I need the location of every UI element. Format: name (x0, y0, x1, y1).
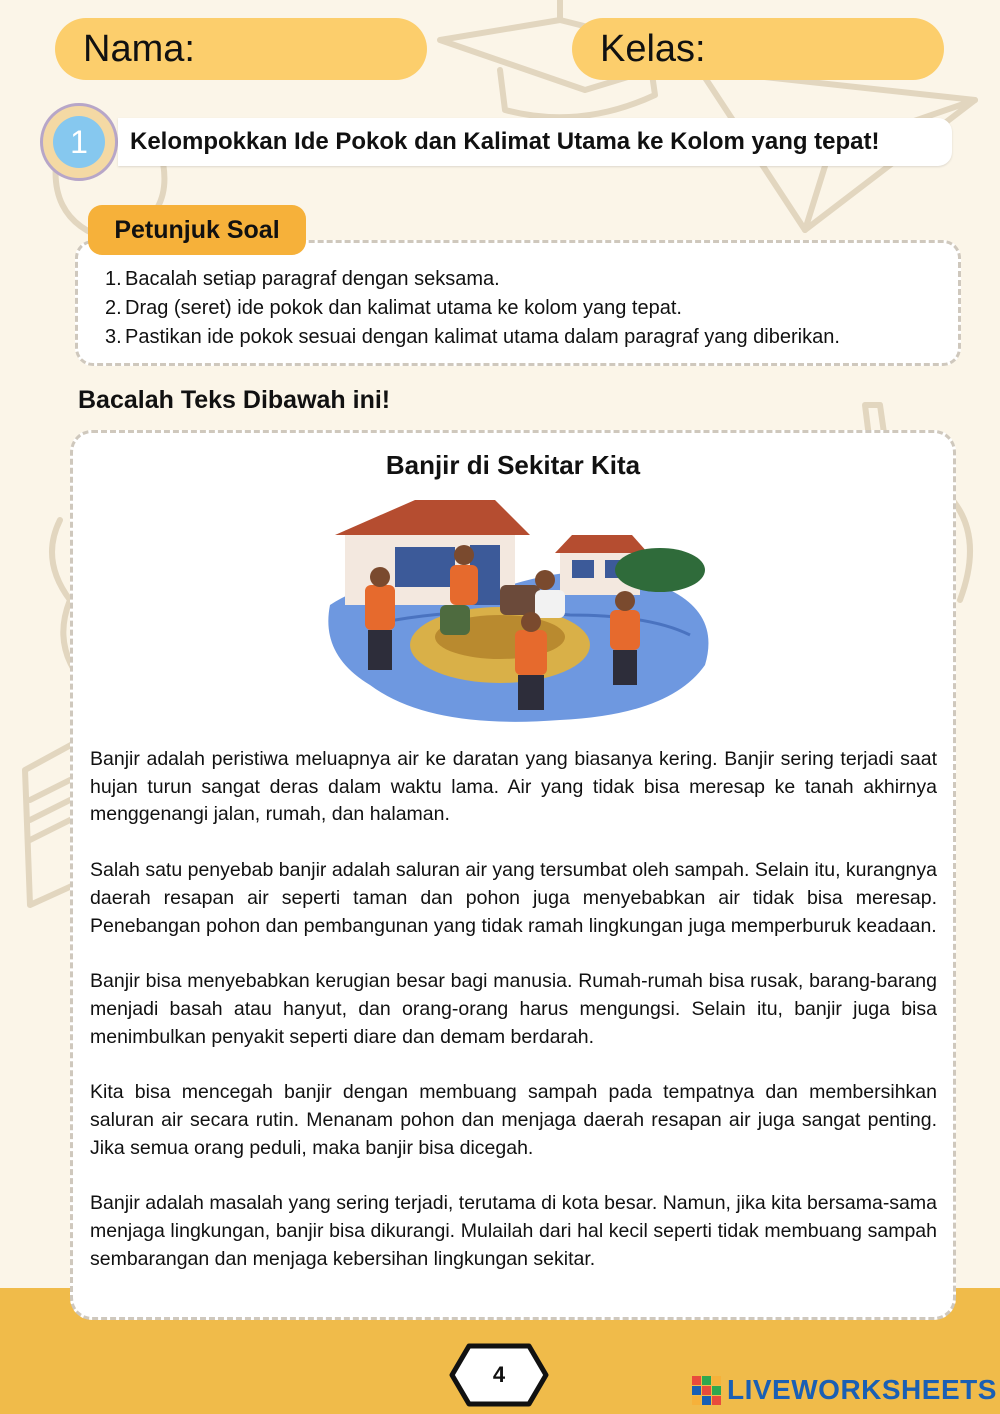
hint-item: 1. Bacalah setiap paragraf dengan seksama. (105, 268, 500, 290)
question-number: 1 (53, 116, 105, 168)
article-paragraphs (90, 746, 937, 1302)
hint-list (105, 265, 840, 352)
question-instruction: Kelompokkan Ide Pokok dan Kalimat Utama ke Kolom yang tepat! (118, 118, 952, 166)
paragraph: Banjir adalah peristiwa meluapnya air ke daratan yang biasanya kering. Banjir sering terjadi saat hujan turun sangat deras dalam waktu lama. Air yang tidak bisa meresap ke tanah akhirnya menggenangi jalan, rumah, dan halaman. (90, 748, 937, 826)
paragraph: Salah satu penyebab banjir adalah saluran air yang tersumbat oleh sampah. Selain itu, kurangnya daerah resapan air seperti taman dan pohon juga menyebabkan air tidak bisa meresap. Penebangan pohon dan pembangunan yang tidak ramah lingkungan juga memperburuk keadaan. (90, 859, 937, 937)
paragraph: Banjir adalah masalah yang sering terjadi, terutama di kota besar. Namun, jika kita bersama-sama menjaga lingkungan, banjir bisa dikurangi. Mulailah dari hal kecil seperti tidak membuang sampah sembarangan dan menjaga kebersihan lingkungan sekitar. (90, 1192, 937, 1270)
page-number-badge (449, 1343, 549, 1407)
class-field-label: Kelas: (572, 18, 944, 80)
hint-item: 2. Drag (seret) ide pokok dan kalimat utama ke kolom yang tepat. (105, 297, 682, 319)
hint-title: Petunjuk Soal (88, 205, 306, 255)
reading-heading: Bacalah Teks Dibawah ini! (78, 386, 391, 414)
paragraph: Kita bisa mencegah banjir dengan membuang sampah pada tempatnya dan membersihkan saluran air secara rutin. Menanam pohon dan menjaga daerah resapan air juga sangat penting. Jika semua orang peduli, maka banjir bisa dicegah. (90, 1081, 937, 1159)
article-title: Banjir di Sekitar Kita (385, 450, 641, 480)
question-number-badge (40, 103, 118, 181)
name-field-label: Nama: (55, 18, 427, 80)
flood-rescue-illustration (310, 495, 710, 735)
liveworksheets-logo (692, 1373, 997, 1407)
brand-name: LIVEWORKSHEETS (727, 1374, 997, 1405)
liveworksheets-logo-icon (692, 1376, 721, 1405)
paragraph: Banjir bisa menyebabkan kerugian besar bagi manusia. Rumah-rumah bisa rusak, barang-barang menjadi basah atau hanyut, dan orang-orang harus mengungsi. Selain itu, banjir juga bisa menimbulkan penyakit seperti diare dan demam berdarah. (90, 970, 937, 1048)
page-number: 4 (492, 1362, 506, 1387)
hint-item: 3. Pastikan ide pokok sesuai dengan kalimat utama dalam paragraf yang diberikan. (105, 326, 840, 348)
